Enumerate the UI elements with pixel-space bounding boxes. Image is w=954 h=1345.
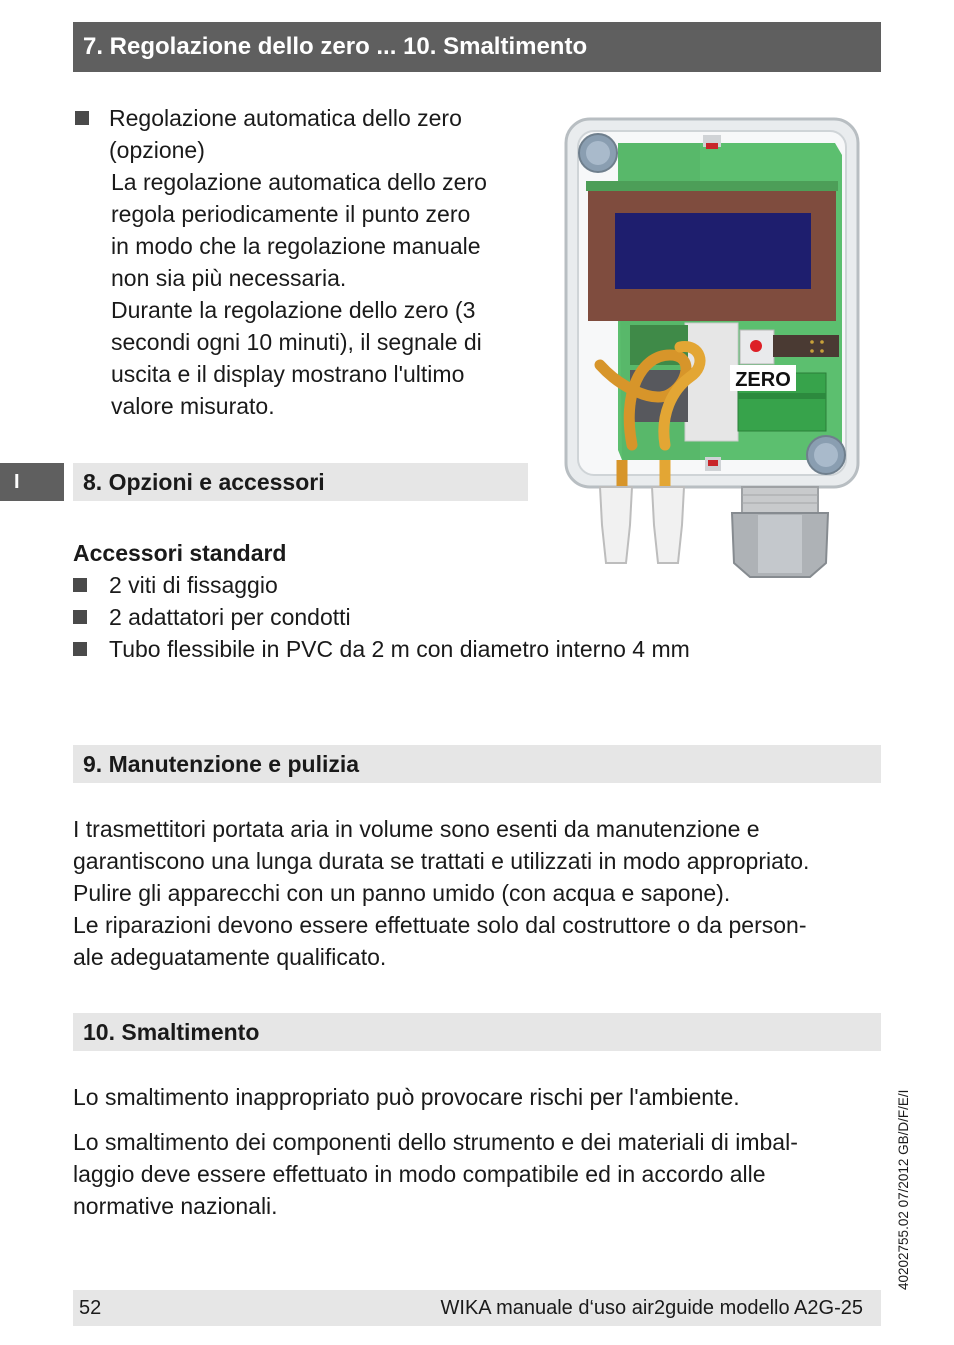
zero-description (111, 166, 487, 422)
zero-desc-line: non sia più necessaria. (111, 265, 347, 291)
zero-desc-line: Durante la regolazione dello zero (3 (111, 297, 476, 323)
section-8-heading: 8. Opzioni e accessori (73, 463, 528, 501)
section-10-heading: 10. Smaltimento (73, 1013, 881, 1051)
list-item-text: Tubo flessibile in PVC da 2 m con diametro interno 4 mm (109, 636, 690, 662)
paragraph-line: I trasmettitori portata aria in volume sono esenti da manutenzione e (73, 816, 760, 842)
zero-button (750, 340, 762, 352)
device-illustration (560, 115, 865, 585)
zero-bullet-line: (opzione) (109, 137, 205, 163)
zero-desc-line: in modo che la regolazione manuale (111, 233, 481, 259)
bullet-icon (73, 642, 87, 656)
zero-desc-line: La regolazione automatica dello zero (111, 169, 487, 195)
bullet-icon (75, 111, 89, 125)
language-tab: I (0, 463, 64, 501)
section-9-body (73, 813, 809, 973)
zero-desc-line: valore misurato. (111, 393, 275, 419)
list-item-text: 2 viti di fissaggio (109, 572, 278, 598)
zero-bullet-title (109, 102, 462, 166)
list-item-text: 2 adattatori per condotti (109, 604, 351, 630)
cable-gland (742, 487, 818, 513)
page-footer (73, 1290, 881, 1326)
display-screen (615, 213, 811, 289)
paragraph-line: normative nazionali. (73, 1193, 278, 1219)
zero-label: ZERO (735, 369, 791, 391)
page-header: 7. Regolazione dello zero ... 10. Smaltimento (73, 22, 881, 72)
pressure-port-2 (652, 487, 684, 563)
manual-title: WIKA manuale d‘uso air2guide modello A2G-25 (440, 1297, 863, 1319)
paragraph-line: laggio deve essere effettuato in modo compatibile ed in accordo alle (73, 1161, 766, 1187)
bullet-icon (73, 610, 87, 624)
paragraph-line: Lo smaltimento dei componenti dello strumento e dei materiali di imbal- (73, 1129, 798, 1155)
zero-desc-line: regola periodicamente il punto zero (111, 201, 471, 227)
zero-bullet-line: Regolazione automatica dello zero (109, 105, 462, 131)
document-code: 40202755.02 07/2012 GB/D/F/E/I (896, 1089, 911, 1290)
disposal-warning: Lo smaltimento inappropriato può provocare rischi per l'ambiente. (73, 1084, 740, 1110)
page-number: 52 (79, 1297, 102, 1319)
paragraph-line: Le riparazioni devono essere effettuate solo dal costruttore o da person- (73, 912, 807, 938)
zero-desc-line: secondi ogni 10 minuti), il segnale di (111, 329, 482, 355)
accessories-subtitle: Accessori standard (73, 540, 287, 566)
zero-desc-line: uscita e il display mostrano l'ultimo (111, 361, 465, 387)
section-9-heading: 9. Manutenzione e pulizia (73, 745, 881, 783)
paragraph-line: Pulire gli apparecchi con un panno umido (con acqua e sapone). (73, 880, 731, 906)
disposal-body (73, 1126, 798, 1222)
bullet-icon (73, 578, 87, 592)
paragraph-line: ale adeguatamente qualificato. (73, 944, 387, 970)
paragraph-line: garantiscono una lunga durata se trattati e utilizzati in modo appropriato. (73, 848, 810, 874)
pressure-port-1 (600, 487, 632, 563)
